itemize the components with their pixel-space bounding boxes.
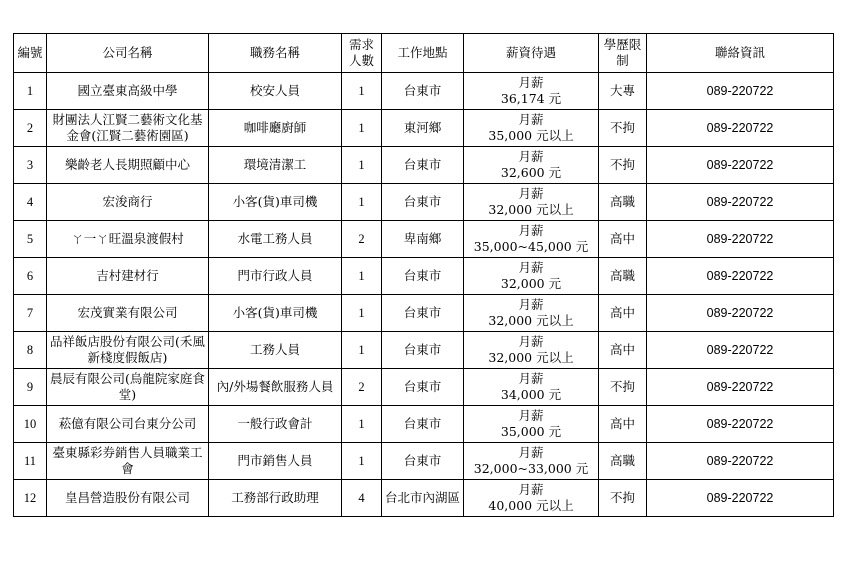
row-no: 1 [14,73,47,110]
row-salary [464,258,599,295]
row-company: 財團法人江賢二藝術文化基金會(江賢二藝術園區) [47,110,209,147]
row-count: 1 [342,406,382,443]
table-row [14,110,834,147]
row-salary [464,73,599,110]
row-salary [464,184,599,221]
row-position: 水電工務人員 [209,221,342,258]
salary-amount: 35,000 元以上 [488,128,574,143]
row-company: 宏浚商行 [47,184,209,221]
row-no: 4 [14,184,47,221]
row-no: 9 [14,369,47,406]
row-company: 皇昌營造股份有限公司 [47,480,209,517]
row-position: 校安人員 [209,73,342,110]
row-position: 內/外場餐飲服務人員 [209,369,342,406]
row-position: 門市行政人員 [209,258,342,295]
table-row [14,147,834,184]
row-count: 1 [342,147,382,184]
job-listings-table [13,33,834,517]
row-contact: 089-220722 [647,369,834,406]
row-contact: 089-220722 [647,73,834,110]
header-salary: 薪資待遇 [464,34,599,73]
row-contact: 089-220722 [647,443,834,480]
row-position: 咖啡廳廚師 [209,110,342,147]
row-education: 高中 [599,406,647,443]
salary-type: 月薪 [518,260,544,275]
salary-type: 月薪 [518,371,544,386]
table-row [14,221,834,258]
salary-type: 月薪 [518,75,544,90]
row-contact: 089-220722 [647,221,834,258]
header-row [14,34,834,73]
header-position: 職務名稱 [209,34,342,73]
row-education: 大專 [599,73,647,110]
row-no: 11 [14,443,47,480]
row-no: 2 [14,110,47,147]
row-company: 樂齡老人長期照顧中心 [47,147,209,184]
salary-amount: 32,000 元 [500,276,562,291]
row-company: 宏茂實業有限公司 [47,295,209,332]
row-salary [464,221,599,258]
salary-amount: 32,000~33,000 元 [473,461,589,476]
row-salary [464,332,599,369]
row-no: 7 [14,295,47,332]
row-location: 台東市 [382,295,464,332]
row-education: 高中 [599,221,647,258]
row-company: 國立臺東高級中學 [47,73,209,110]
header-count: 需求人數 [342,34,382,73]
row-location: 台東市 [382,332,464,369]
salary-type: 月薪 [518,408,544,423]
row-count: 1 [342,258,382,295]
row-no: 6 [14,258,47,295]
row-count: 2 [342,369,382,406]
header-education: 學歷限制 [599,34,647,73]
row-location: 台東市 [382,73,464,110]
row-count: 1 [342,443,382,480]
row-count: 1 [342,73,382,110]
row-contact: 089-220722 [647,184,834,221]
row-company: 品祥飯店股份有限公司(禾風新棧度假飯店) [47,332,209,369]
row-no: 8 [14,332,47,369]
table-row [14,258,834,295]
table-row [14,184,834,221]
row-position: 環境清潔工 [209,147,342,184]
salary-amount: 32,000 元以上 [488,313,574,328]
row-position: 工務部行政助理 [209,480,342,517]
salary-type: 月薪 [518,223,544,238]
header-location: 工作地點 [382,34,464,73]
table-row [14,369,834,406]
salary-amount: 32,000 元以上 [488,202,574,217]
salary-amount: 40,000 元以上 [488,498,574,513]
row-count: 1 [342,110,382,147]
salary-type: 月薪 [518,149,544,164]
row-salary [464,406,599,443]
row-location: 台東市 [382,147,464,184]
row-contact: 089-220722 [647,258,834,295]
row-contact: 089-220722 [647,295,834,332]
row-count: 1 [342,332,382,369]
row-position: 小客(貨)車司機 [209,184,342,221]
row-salary [464,480,599,517]
row-position: 工務人員 [209,332,342,369]
salary-amount: 36,174 元 [500,91,562,106]
table-row [14,295,834,332]
table-row [14,443,834,480]
row-education: 不拘 [599,147,647,184]
row-location: 台東市 [382,184,464,221]
row-salary [464,443,599,480]
row-education: 高中 [599,295,647,332]
row-contact: 089-220722 [647,480,834,517]
row-count: 1 [342,295,382,332]
salary-type: 月薪 [518,445,544,460]
table-row [14,332,834,369]
row-location: 台東市 [382,258,464,295]
row-education: 高職 [599,184,647,221]
header-company: 公司名稱 [47,34,209,73]
row-education: 高職 [599,443,647,480]
header-contact: 聯絡資訊 [647,34,834,73]
row-count: 4 [342,480,382,517]
row-education: 高中 [599,332,647,369]
row-location: 台北市內湖區 [382,480,464,517]
row-salary [464,369,599,406]
row-location: 東河鄉 [382,110,464,147]
row-no: 12 [14,480,47,517]
row-company: 晨辰有限公司(烏龍院家庭食堂) [47,369,209,406]
row-location: 卑南鄉 [382,221,464,258]
row-location: 台東市 [382,406,464,443]
row-position: 一般行政會計 [209,406,342,443]
table-body [14,73,834,517]
salary-type: 月薪 [518,297,544,312]
row-company: 吉村建材行 [47,258,209,295]
row-location: 台東市 [382,443,464,480]
table-row [14,480,834,517]
row-education: 不拘 [599,480,647,517]
salary-type: 月薪 [518,482,544,497]
row-no: 3 [14,147,47,184]
row-salary [464,295,599,332]
row-count: 2 [342,221,382,258]
row-contact: 089-220722 [647,147,834,184]
salary-amount: 34,000 元 [500,387,562,402]
row-no: 5 [14,221,47,258]
table-row [14,73,834,110]
table-row [14,406,834,443]
row-contact: 089-220722 [647,110,834,147]
salary-amount: 35,000 元 [500,424,562,439]
row-salary [464,147,599,184]
row-company: 臺東縣彩券銷售人員職業工會 [47,443,209,480]
salary-type: 月薪 [518,334,544,349]
header-no: 編號 [14,34,47,73]
row-education: 高職 [599,258,647,295]
salary-type: 月薪 [518,112,544,127]
row-company: ㄚ一ㄚ旺溫泉渡假村 [47,221,209,258]
row-position: 門市銷售人員 [209,443,342,480]
row-education: 不拘 [599,369,647,406]
row-position: 小客(貨)車司機 [209,295,342,332]
row-education: 不拘 [599,110,647,147]
salary-amount: 35,000~45,000 元 [473,239,589,254]
row-contact: 089-220722 [647,406,834,443]
row-contact: 089-220722 [647,332,834,369]
row-company: 菘億有限公司台東分公司 [47,406,209,443]
salary-type: 月薪 [518,186,544,201]
row-no: 10 [14,406,47,443]
row-salary [464,110,599,147]
row-location: 台東市 [382,369,464,406]
salary-amount: 32,600 元 [500,165,562,180]
salary-amount: 32,000 元以上 [488,350,574,365]
row-count: 1 [342,184,382,221]
